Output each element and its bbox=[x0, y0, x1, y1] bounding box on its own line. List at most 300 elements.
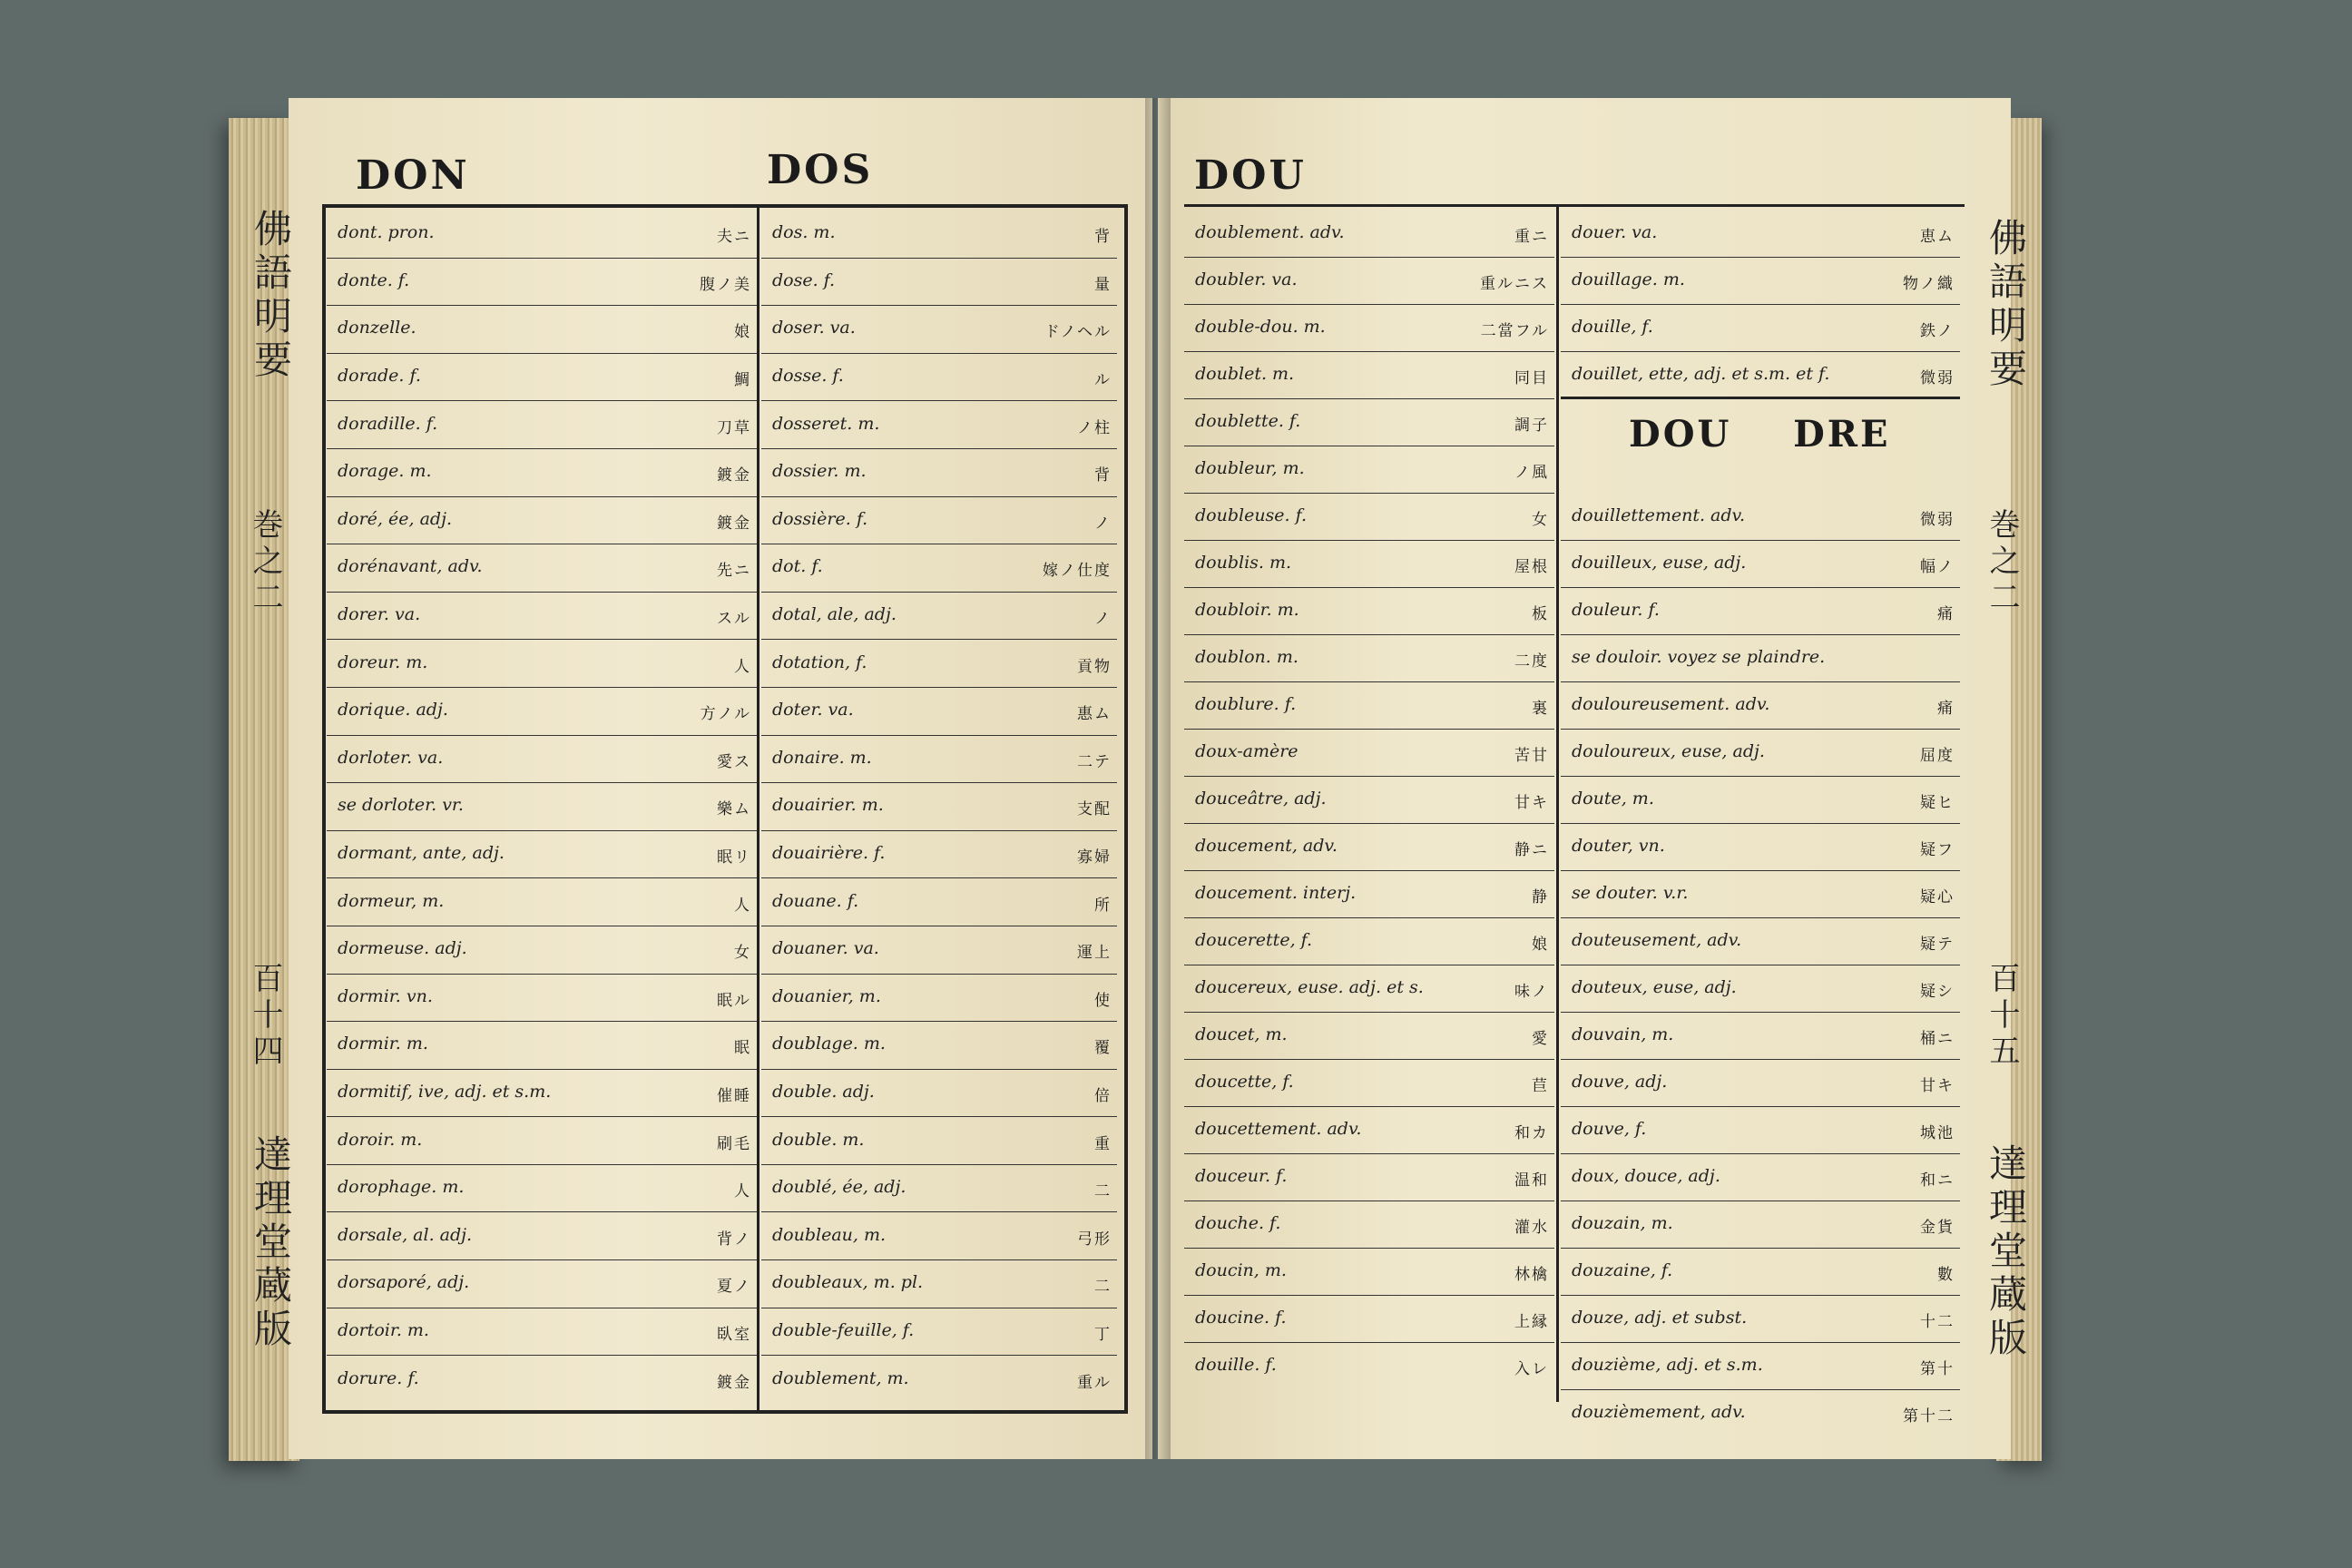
entry-japanese: 苦甘 bbox=[1514, 747, 1549, 765]
entry-french: doucerette, f. bbox=[1195, 930, 1313, 950]
entry-japanese: 背 bbox=[1094, 466, 1112, 485]
dictionary-entry bbox=[1184, 541, 1554, 588]
entry-french: doubleur, m. bbox=[1195, 458, 1305, 478]
entry-japanese: 味ノ bbox=[1514, 983, 1549, 1001]
entry-japanese: 先ニ bbox=[717, 562, 751, 581]
entry-french: doublement. adv. bbox=[1195, 222, 1345, 242]
dictionary-entry bbox=[1184, 1060, 1554, 1107]
entry-japanese: スル bbox=[717, 610, 751, 629]
entry-japanese: 調子 bbox=[1514, 416, 1549, 435]
entry-japanese: 背 bbox=[1094, 228, 1112, 247]
entry-french: doubloir. m. bbox=[1195, 600, 1299, 620]
entry-french: dose. f. bbox=[772, 270, 836, 290]
dictionary-entry bbox=[327, 688, 757, 736]
entry-french: douche. f. bbox=[1195, 1213, 1281, 1233]
right-spine-publisher: 達理堂蔵版 bbox=[1984, 1143, 2028, 1361]
entry-japanese: 第十 bbox=[1920, 1360, 1955, 1378]
entry-japanese: 女 bbox=[734, 944, 751, 963]
header-don: DON bbox=[356, 152, 470, 199]
entry-japanese: 静ニ bbox=[1514, 841, 1549, 859]
right-spine-page: 百十五 bbox=[1984, 962, 2020, 1071]
entry-japanese: 上縁 bbox=[1514, 1313, 1549, 1331]
entry-french: se douloir. voyez se plaindre. bbox=[1572, 647, 1826, 667]
dictionary-entry bbox=[327, 1070, 757, 1118]
entry-french: douillage. m. bbox=[1572, 270, 1685, 289]
entry-japanese: 和ニ bbox=[1920, 1171, 1955, 1190]
entry-french: double. m. bbox=[772, 1129, 865, 1150]
dictionary-entry bbox=[327, 449, 757, 497]
entry-french: douve, adj. bbox=[1572, 1072, 1668, 1092]
entry-japanese: 臥室 bbox=[717, 1325, 751, 1344]
entry-french: doroir. m. bbox=[338, 1129, 423, 1150]
entry-japanese: ドノヘル bbox=[1044, 323, 1112, 342]
entry-french: doter. va. bbox=[772, 700, 854, 720]
dictionary-entry bbox=[761, 449, 1117, 497]
dictionary-entry bbox=[327, 975, 757, 1023]
entry-french: doubleau, m. bbox=[772, 1224, 887, 1245]
entry-french: donzelle. bbox=[338, 318, 416, 338]
dictionary-entry bbox=[1561, 1390, 1960, 1437]
dictionary-entry bbox=[761, 688, 1117, 736]
entry-french: douzièmement, adv. bbox=[1572, 1402, 1746, 1422]
dictionary-entry bbox=[1561, 918, 1960, 965]
dictionary-entry bbox=[327, 831, 757, 879]
entry-japanese: 覆 bbox=[1094, 1039, 1112, 1058]
entry-japanese: 方ノル bbox=[700, 705, 751, 724]
header-dos: DOS bbox=[767, 147, 874, 193]
entry-french: doublage. m. bbox=[772, 1034, 886, 1054]
entry-french: se douter. v.r. bbox=[1572, 883, 1689, 903]
entry-french: dossier. m. bbox=[772, 461, 867, 482]
dictionary-entry bbox=[761, 736, 1117, 784]
entry-japanese: 重ルニス bbox=[1480, 275, 1549, 293]
entry-french: dorsaporé, adj. bbox=[338, 1272, 470, 1293]
dictionary-entry bbox=[761, 1212, 1117, 1260]
entry-japanese: 夫ニ bbox=[717, 228, 751, 247]
dictionary-entry bbox=[761, 401, 1117, 449]
entry-french: doucin, m. bbox=[1195, 1260, 1287, 1280]
entry-japanese: 灌水 bbox=[1514, 1219, 1549, 1237]
dictionary-entry bbox=[327, 1308, 757, 1357]
entry-japanese: 重ル bbox=[1077, 1373, 1112, 1392]
entry-french: douvain, m. bbox=[1572, 1024, 1674, 1044]
dictionary-entry bbox=[1184, 1013, 1554, 1060]
entry-french: dorade. f. bbox=[338, 366, 421, 387]
dictionary-entry bbox=[761, 211, 1117, 259]
dictionary-entry bbox=[761, 975, 1117, 1023]
entry-french: dorénavant, adv. bbox=[338, 556, 483, 577]
dictionary-entry bbox=[761, 306, 1117, 354]
entry-french: doucette, f. bbox=[1195, 1072, 1294, 1092]
entry-french: douve, f. bbox=[1572, 1119, 1647, 1139]
entry-french: dormitif, ive, adj. et s.m. bbox=[338, 1081, 552, 1102]
entry-french: douille, f. bbox=[1572, 317, 1653, 337]
entry-french: douairière. f. bbox=[772, 843, 886, 864]
dictionary-entry bbox=[1184, 352, 1554, 399]
entry-french: douceâtre, adj. bbox=[1195, 789, 1327, 808]
entry-japanese: 支配 bbox=[1077, 800, 1112, 819]
dictionary-entry bbox=[327, 497, 757, 545]
dictionary-entry bbox=[327, 306, 757, 354]
dictionary-entry bbox=[1561, 871, 1960, 918]
entry-japanese: 刷毛 bbox=[717, 1134, 751, 1153]
entry-french: dont. pron. bbox=[338, 222, 435, 243]
dictionary-entry bbox=[1561, 588, 1960, 635]
dictionary-entry bbox=[761, 783, 1117, 831]
dictionary-entry bbox=[1184, 588, 1554, 635]
entry-japanese: 女 bbox=[1532, 511, 1549, 529]
entry-japanese: 微弱 bbox=[1920, 511, 1955, 529]
entry-french: dos. m. bbox=[772, 222, 836, 243]
dictionary-entry bbox=[327, 1260, 757, 1308]
dictionary-entry bbox=[1184, 1107, 1554, 1154]
entry-french: double. adj. bbox=[772, 1081, 875, 1102]
entry-french: dorage. m. bbox=[338, 461, 432, 482]
entry-japanese: 愛ス bbox=[717, 752, 751, 771]
entry-french: doublis. m. bbox=[1195, 553, 1292, 573]
dictionary-entry bbox=[761, 1308, 1117, 1357]
entry-french: doute, m. bbox=[1572, 789, 1654, 808]
entry-japanese: 鍍金 bbox=[717, 466, 751, 485]
entry-french: douter, vn. bbox=[1572, 836, 1665, 856]
dictionary-entry bbox=[1561, 1060, 1960, 1107]
entry-japanese: 疑シ bbox=[1920, 983, 1955, 1001]
entry-french: doreur. m. bbox=[338, 652, 428, 672]
entry-japanese: 温和 bbox=[1514, 1171, 1549, 1190]
dictionary-entry bbox=[1184, 399, 1554, 446]
entry-french: douleur. f. bbox=[1572, 600, 1660, 620]
entry-french: doradille. f. bbox=[338, 413, 438, 434]
entry-japanese: 二度 bbox=[1514, 652, 1549, 671]
right-spine-title: 佛語明要 bbox=[1984, 218, 2028, 392]
dictionary-entry bbox=[1184, 446, 1554, 494]
entry-french: doser. va. bbox=[772, 318, 856, 338]
entry-french: doré, ée, adj. bbox=[338, 508, 452, 529]
entry-french: dotation, f. bbox=[772, 652, 867, 672]
left-spine-page: 百十四 bbox=[247, 962, 283, 1071]
column-4 bbox=[1561, 211, 1960, 1437]
entry-japanese: 娘 bbox=[734, 323, 751, 342]
entry-japanese: 二 bbox=[1094, 1278, 1112, 1297]
dictionary-entry bbox=[327, 259, 757, 307]
entry-japanese: 板 bbox=[1532, 605, 1549, 623]
entry-japanese: 二テ bbox=[1077, 752, 1112, 771]
dictionary-entry bbox=[327, 736, 757, 784]
dictionary-entry bbox=[1184, 871, 1554, 918]
entry-french: douceur. f. bbox=[1195, 1166, 1288, 1186]
entry-french: dosse. f. bbox=[772, 366, 844, 387]
entry-japanese: 微弱 bbox=[1920, 369, 1955, 387]
entry-french: dortoir. m. bbox=[338, 1319, 429, 1340]
dictionary-entry bbox=[1184, 1154, 1554, 1201]
entry-japanese: 第十二 bbox=[1903, 1407, 1955, 1426]
entry-japanese: 静 bbox=[1532, 888, 1549, 906]
dictionary-entry bbox=[1561, 305, 1960, 352]
entry-french: dorophage. m. bbox=[338, 1177, 465, 1198]
dictionary-entry bbox=[1561, 1201, 1960, 1249]
entry-french: doublet. m. bbox=[1195, 364, 1295, 384]
entry-japanese: 甘キ bbox=[1514, 794, 1549, 812]
entry-japanese: 眠 bbox=[734, 1039, 751, 1058]
entry-japanese: 樂ム bbox=[717, 800, 751, 819]
entry-french: doucine. f. bbox=[1195, 1308, 1287, 1328]
dictionary-entry bbox=[1561, 777, 1960, 824]
dictionary-entry bbox=[1561, 352, 1960, 399]
dictionary-entry bbox=[761, 1260, 1117, 1308]
entry-french: doublé, ée, adj. bbox=[772, 1177, 906, 1198]
entry-french: dormir. m. bbox=[338, 1034, 428, 1054]
dictionary-entry bbox=[761, 354, 1117, 402]
dictionary-entry bbox=[761, 878, 1117, 926]
entry-japanese: 痛 bbox=[1937, 700, 1955, 718]
entry-japanese: 人 bbox=[734, 896, 751, 915]
entry-french: dormeuse. adj. bbox=[338, 938, 467, 959]
entry-french: douairier. m. bbox=[772, 795, 884, 816]
entry-japanese: 金貨 bbox=[1920, 1219, 1955, 1237]
dictionary-entry bbox=[761, 544, 1117, 593]
entry-japanese: 量 bbox=[1094, 275, 1112, 294]
entry-french: donte. f. bbox=[338, 270, 410, 290]
dictionary-entry bbox=[1184, 1249, 1554, 1296]
entry-japanese: 物ノ織 bbox=[1903, 275, 1955, 293]
dictionary-entry bbox=[1184, 635, 1554, 682]
entry-french: doux, douce, adj. bbox=[1572, 1166, 1720, 1186]
dictionary-entry bbox=[761, 1070, 1117, 1118]
entry-french: douteusement, adv. bbox=[1572, 930, 1742, 950]
entry-french: doucement, adv. bbox=[1195, 836, 1338, 856]
entry-french: douze, adj. et subst. bbox=[1572, 1308, 1748, 1328]
entry-french: doubler. va. bbox=[1195, 270, 1298, 289]
dictionary-entry bbox=[1561, 1296, 1960, 1343]
dictionary-entry bbox=[1184, 1343, 1554, 1390]
entry-french: doux-amère bbox=[1195, 741, 1298, 761]
entry-french: douillet, ette, adj. et s.m. et f. bbox=[1572, 364, 1830, 384]
entry-french: doucettement. adv. bbox=[1195, 1119, 1362, 1139]
entry-japanese: 入レ bbox=[1514, 1360, 1549, 1378]
dictionary-entry bbox=[761, 1117, 1117, 1165]
entry-french: douzaine, f. bbox=[1572, 1260, 1673, 1280]
dictionary-entry bbox=[761, 1165, 1117, 1213]
dictionary-entry bbox=[327, 401, 757, 449]
dictionary-entry bbox=[327, 593, 757, 641]
dictionary-entry bbox=[1561, 682, 1960, 730]
entry-french: doucet, m. bbox=[1195, 1024, 1288, 1044]
entry-japanese: 疑ヒ bbox=[1920, 794, 1955, 812]
header-dou-dre: DOU DRE bbox=[1629, 413, 1891, 456]
entry-japanese: 貢物 bbox=[1077, 657, 1112, 676]
entry-japanese: 恵ム bbox=[1920, 228, 1955, 246]
dictionary-entry bbox=[1184, 305, 1554, 352]
entry-french: doubleaux, m. pl. bbox=[772, 1272, 924, 1293]
left-page-center-rule bbox=[757, 204, 760, 1411]
entry-japanese: ル bbox=[1094, 371, 1112, 390]
entry-japanese: 和カ bbox=[1514, 1124, 1549, 1142]
dictionary-entry bbox=[1561, 635, 1960, 682]
dictionary-entry bbox=[761, 640, 1117, 688]
right-spine-volume: 巻之二 bbox=[1984, 508, 2020, 617]
dictionary-entry bbox=[761, 926, 1117, 975]
entry-japanese: 所 bbox=[1094, 896, 1112, 915]
dictionary-entry bbox=[1184, 1201, 1554, 1249]
entry-japanese: 疑テ bbox=[1920, 936, 1955, 954]
entry-japanese: 娘 bbox=[1532, 936, 1549, 954]
entry-french: se dorloter. vr. bbox=[338, 795, 464, 816]
dictionary-entry bbox=[761, 497, 1117, 545]
entry-french: dot. f. bbox=[772, 556, 823, 577]
dictionary-entry bbox=[1184, 918, 1554, 965]
dictionary-entry bbox=[327, 1022, 757, 1070]
entry-french: doublon. m. bbox=[1195, 647, 1298, 667]
left-spine-volume: 巻之二 bbox=[247, 508, 283, 617]
entry-french: double-dou. m. bbox=[1195, 317, 1326, 337]
entry-french: douilleux, euse, adj. bbox=[1572, 553, 1747, 573]
dictionary-entry bbox=[327, 544, 757, 593]
dictionary-entry bbox=[327, 1165, 757, 1213]
entry-japanese: 林檎 bbox=[1514, 1266, 1549, 1284]
dictionary-entry bbox=[327, 1117, 757, 1165]
dictionary-entry bbox=[327, 1356, 757, 1404]
entry-japanese: 鍍金 bbox=[717, 1373, 751, 1392]
entry-japanese: 苣 bbox=[1532, 1077, 1549, 1095]
entry-french: douloureux, euse, adj. bbox=[1572, 741, 1765, 761]
dictionary-entry bbox=[1561, 824, 1960, 871]
entry-japanese: 重ニ bbox=[1514, 228, 1549, 246]
entry-japanese: ノ柱 bbox=[1077, 418, 1112, 437]
entry-japanese: 痛 bbox=[1937, 605, 1955, 623]
entry-french: doubleuse. f. bbox=[1195, 505, 1308, 525]
entry-japanese: 使 bbox=[1094, 991, 1112, 1010]
dictionary-entry bbox=[1561, 1249, 1960, 1296]
entry-french: dosseret. m. bbox=[772, 413, 880, 434]
dictionary-entry bbox=[761, 1356, 1117, 1404]
dictionary-entry bbox=[327, 783, 757, 831]
entry-french: doublement, m. bbox=[772, 1367, 909, 1388]
entry-japanese: 疑フ bbox=[1920, 841, 1955, 859]
entry-french: dorique. adj. bbox=[338, 700, 448, 720]
entry-french: double-feuille, f. bbox=[772, 1319, 915, 1340]
dictionary-entry bbox=[1184, 258, 1554, 305]
dictionary-entry bbox=[761, 1022, 1117, 1070]
entry-french: douzième, adj. et s.m. bbox=[1572, 1355, 1763, 1375]
entry-french: dossière. f. bbox=[772, 508, 868, 529]
column-2 bbox=[761, 211, 1117, 1404]
dictionary-entry bbox=[1561, 1107, 1960, 1154]
dictionary-entry bbox=[1561, 1013, 1960, 1060]
entry-french: douloureusement. adv. bbox=[1572, 694, 1770, 714]
entry-japanese: 重 bbox=[1094, 1134, 1112, 1153]
entry-japanese: 屈度 bbox=[1920, 747, 1955, 765]
entry-french: dormeur, m. bbox=[338, 890, 445, 911]
entry-french: dorloter. va. bbox=[338, 747, 444, 768]
dictionary-entry bbox=[761, 593, 1117, 641]
left-spine-title: 佛語明要 bbox=[249, 209, 293, 383]
entry-french: douille. f. bbox=[1195, 1355, 1277, 1375]
entry-japanese: 二 bbox=[1094, 1182, 1112, 1201]
book-gutter bbox=[1145, 98, 1171, 1459]
entry-japanese: ノ bbox=[1094, 514, 1112, 533]
entry-japanese: 愛 bbox=[1532, 1030, 1549, 1048]
entry-japanese: 運上 bbox=[1077, 944, 1112, 963]
entry-french: dormir. vn. bbox=[338, 985, 433, 1006]
dictionary-entry bbox=[1561, 211, 1960, 258]
entry-french: doucereux, euse. adj. et s. bbox=[1195, 977, 1424, 997]
dictionary-entry bbox=[327, 926, 757, 975]
dictionary-entry bbox=[1184, 682, 1554, 730]
dictionary-entry bbox=[1561, 1154, 1960, 1201]
entry-japanese: 人 bbox=[734, 1182, 751, 1201]
entry-japanese: 倍 bbox=[1094, 1086, 1112, 1105]
entry-french: doublure. f. bbox=[1195, 694, 1297, 714]
entry-french: dorer. va. bbox=[338, 604, 421, 625]
entry-japanese: 疑心 bbox=[1920, 888, 1955, 906]
dictionary-entry bbox=[761, 831, 1117, 879]
dictionary-entry bbox=[1184, 494, 1554, 541]
left-spine-publisher: 達理堂蔵版 bbox=[249, 1134, 293, 1352]
entry-french: dormant, ante, adj. bbox=[338, 843, 505, 864]
entry-japanese: 裏 bbox=[1532, 700, 1549, 718]
dictionary-entry bbox=[327, 640, 757, 688]
dictionary-entry bbox=[327, 878, 757, 926]
entry-japanese: 鯛 bbox=[734, 371, 751, 390]
dictionary-entry bbox=[1184, 730, 1554, 777]
entry-japanese: 眠リ bbox=[717, 848, 751, 867]
column-1 bbox=[327, 211, 757, 1404]
dictionary-entry bbox=[1561, 965, 1960, 1013]
entry-japanese: 十二 bbox=[1920, 1313, 1955, 1331]
dictionary-entry bbox=[1184, 965, 1554, 1013]
entry-french: donaire. m. bbox=[772, 747, 872, 768]
entry-japanese: 眠ル bbox=[717, 991, 751, 1010]
entry-japanese: 二當フル bbox=[1480, 322, 1549, 340]
entry-japanese: 刀草 bbox=[717, 418, 751, 437]
entry-japanese: 人 bbox=[734, 657, 751, 676]
entry-japanese: 腹ノ美 bbox=[700, 275, 751, 294]
entry-japanese: 桶ニ bbox=[1920, 1030, 1955, 1048]
entry-french: doublette. f. bbox=[1195, 411, 1301, 431]
entry-japanese: 嫁ノ仕度 bbox=[1043, 562, 1112, 581]
entry-japanese: ノ風 bbox=[1514, 464, 1549, 482]
right-page-top-rule bbox=[1184, 204, 1965, 207]
entry-japanese: 數 bbox=[1937, 1266, 1955, 1284]
entry-french: dorure. f. bbox=[338, 1367, 419, 1388]
dictionary-entry bbox=[1184, 211, 1554, 258]
entry-japanese: 惠ム bbox=[1077, 705, 1112, 724]
right-page-center-rule bbox=[1556, 204, 1559, 1402]
entry-french: douzain, m. bbox=[1572, 1213, 1673, 1233]
dictionary-entry bbox=[1561, 730, 1960, 777]
entry-french: doucement. interj. bbox=[1195, 883, 1357, 903]
entry-french: douer. va. bbox=[1572, 222, 1658, 242]
entry-japanese: 屋根 bbox=[1514, 558, 1549, 576]
entry-japanese: 甘キ bbox=[1920, 1077, 1955, 1095]
dictionary-entry bbox=[1184, 1296, 1554, 1343]
entry-japanese: 夏ノ bbox=[717, 1278, 751, 1297]
dictionary-entry bbox=[1561, 258, 1960, 305]
entry-japanese: 鍍金 bbox=[717, 514, 751, 533]
entry-japanese: 丁 bbox=[1094, 1325, 1112, 1344]
dictionary-entry bbox=[327, 1212, 757, 1260]
header-dou: DOU bbox=[1194, 152, 1307, 199]
entry-french: douillettement. adv. bbox=[1572, 505, 1746, 525]
dictionary-entry bbox=[1561, 494, 1960, 541]
entry-japanese: ノ bbox=[1094, 610, 1112, 629]
dictionary-entry bbox=[761, 259, 1117, 307]
entry-french: douaner. va. bbox=[772, 938, 879, 959]
entry-japanese: 城池 bbox=[1920, 1124, 1955, 1142]
dictionary-entry bbox=[1561, 541, 1960, 588]
entry-french: douanier, m. bbox=[772, 985, 881, 1006]
dictionary-entry bbox=[1184, 777, 1554, 824]
